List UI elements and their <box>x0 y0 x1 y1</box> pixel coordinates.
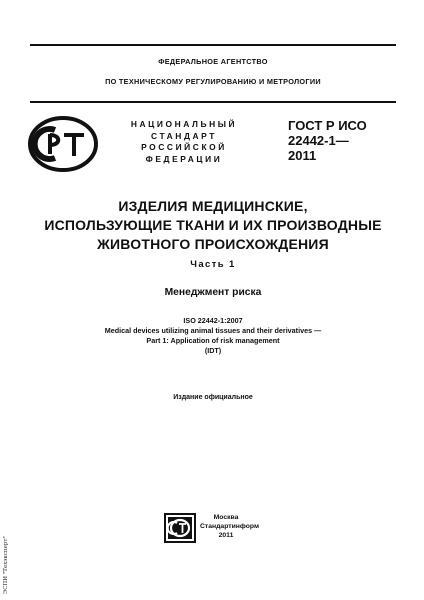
gost-number <box>288 118 367 163</box>
iso-line: ISO 22442-1:2007 <box>183 316 243 325</box>
document-title <box>30 197 396 254</box>
middle-rule <box>30 101 396 103</box>
iso-line: Medical devices utilizing animal tissues and their derivatives — <box>104 326 322 335</box>
edition-label: Издание официальное <box>173 394 253 401</box>
agency-line-1: ФЕДЕРАЛЬНОЕ АГЕНТСТВО <box>158 57 268 66</box>
top-rule <box>30 44 396 46</box>
part-label: Часть 1 <box>190 259 236 270</box>
iso-line: (IDT) <box>204 346 222 355</box>
rst-certification-mark-icon <box>28 116 98 172</box>
national-line: НАЦИОНАЛЬНЫЙ <box>130 119 238 129</box>
iso-line: Part 1: Application of risk management <box>146 336 280 345</box>
national-line: РОССИЙСКОЙ <box>141 142 227 153</box>
national-line: ФЕДЕРАЦИИ <box>145 153 223 164</box>
document-subtitle: Менеджмент риска <box>164 287 262 298</box>
national-standard-label <box>108 119 260 165</box>
standartinform-logo-icon <box>164 513 196 543</box>
iso-reference <box>30 316 396 356</box>
publisher-line: 2011 <box>218 531 234 539</box>
gost-line: 22442-1— <box>288 133 349 148</box>
national-line: СТАНДАРТ <box>151 130 217 141</box>
agency-line-2: ПО ТЕХНИЧЕСКОМУ РЕГУЛИРОВАНИЮ И МЕТРОЛОГИИ <box>105 77 321 86</box>
publisher-line: Стандартинформ <box>200 522 259 530</box>
title-line: ИСПОЛЬЗУЮЩИЕ ТКАНИ И ИХ ПРОИЗВОДНЫЕ <box>44 217 382 233</box>
side-watermark-text: ЭСПИ "Техэксперт" <box>3 536 9 594</box>
publisher-info <box>200 514 259 540</box>
title-line: ИЗДЕЛИЯ МЕДИЦИНСКИЕ, <box>118 198 308 214</box>
gost-line: ГОСТ Р ИСО <box>288 118 367 133</box>
publisher-line: Москва <box>213 514 239 521</box>
title-line: ЖИВОТНОГО ПРОИСХОЖДЕНИЯ <box>97 236 329 252</box>
gost-line: 2011 <box>288 148 317 163</box>
